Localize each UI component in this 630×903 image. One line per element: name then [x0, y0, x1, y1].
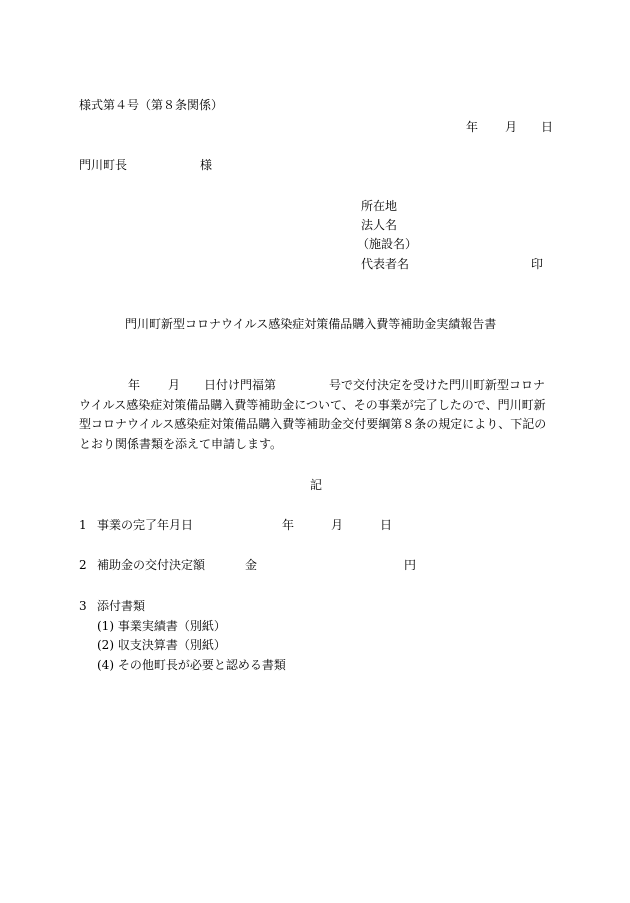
addressee-name: 門川町長 [79, 158, 128, 172]
corp-name-label: 法人名 [361, 218, 398, 232]
addressee-honorific: 様 [200, 158, 213, 172]
item2-label: 補助金の交付決定額 [97, 558, 206, 572]
attachment-item: (4) その他町長が必要と認める書類 [97, 658, 286, 672]
item1-number: 1 [79, 518, 87, 532]
body-line-4: とおり関係書類を添えて申請します。 [79, 436, 283, 451]
body-line-1 [79, 376, 553, 396]
body-date-ref: 日付け門福第 [204, 378, 277, 392]
item2-number: 2 [79, 558, 87, 572]
item3-label: 添付書類 [97, 599, 146, 613]
item1-label: 事業の完了年月日 [97, 518, 194, 532]
date-year-label: 年 [466, 120, 479, 134]
date-month-label: 月 [505, 120, 518, 134]
item2-yen: 円 [404, 558, 417, 572]
item1-day: 日 [380, 518, 393, 532]
body-line-1-rest: 号で交付決定を受けた門川町新型コロナ [329, 378, 546, 392]
item3-number: 3 [79, 599, 87, 613]
attachment-item: (2) 収支決算書（別紙） [97, 638, 226, 652]
body-paragraph [79, 376, 553, 454]
body-month-label: 月 [168, 378, 181, 392]
form-number: 様式第４号（第８条関係） [79, 98, 224, 112]
ki-heading: 記 [310, 478, 323, 492]
item1-month: 月 [331, 518, 344, 532]
facility-name-label: （施設名） [357, 237, 418, 251]
item2-kin: 金 [245, 558, 258, 572]
item1-year: 年 [282, 518, 295, 532]
representative-label: 代表者名 [361, 257, 410, 271]
address-label: 所在地 [361, 199, 398, 213]
attachment-item: (1) 事業実績書（別紙） [97, 619, 226, 633]
seal-mark: 印 [531, 257, 544, 271]
body-year-label: 年 [128, 378, 141, 392]
body-line-3: 型コロナウイルス感染症対策備品購入費等補助金交付要綱第８条の規定により、下記の [79, 417, 547, 431]
body-line-2: ウイルス感染症対策備品購入費等補助金について、その事業が完了したので、門川町新 [79, 397, 546, 412]
date-day-label: 日 [541, 120, 554, 134]
document-title: 門川町新型コロナウイルス感染症対策備品購入費等補助金実績報告書 [125, 317, 497, 331]
